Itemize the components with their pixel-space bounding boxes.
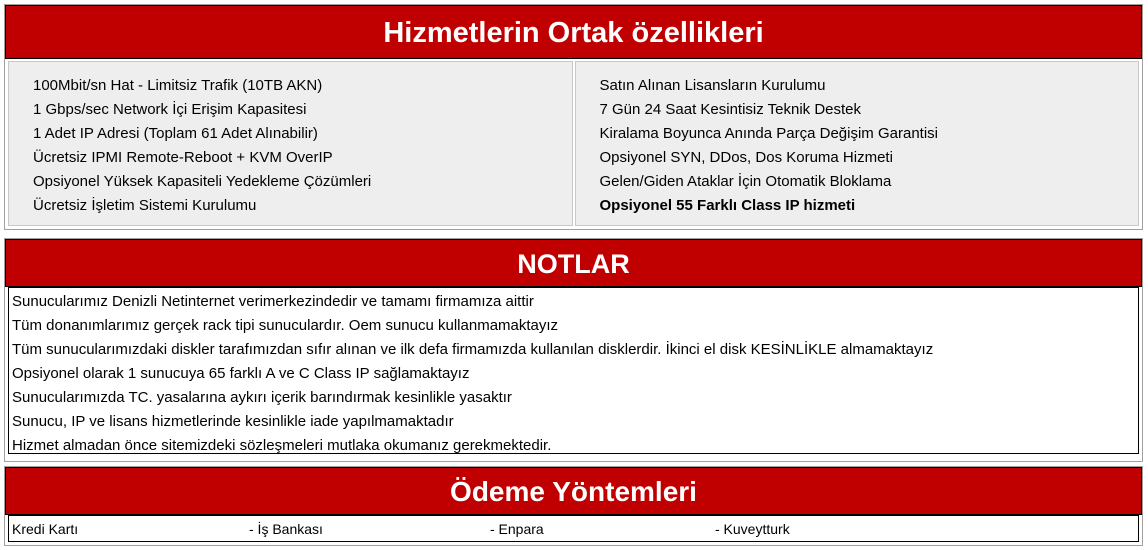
features-left-column bbox=[8, 61, 573, 226]
payment-method-is-bankasi: - İş Bankası bbox=[249, 521, 323, 537]
payment-method-kuveytturk: - Kuveytturk bbox=[715, 521, 790, 537]
note-item: Hizmet almadan önce sitemizdeki sözleşmeleri mutlaka okumanız gerekmektedir. bbox=[12, 437, 552, 454]
feature-item: 100Mbit/sn Hat - Limitsiz Trafik (10TB AKN) bbox=[33, 77, 323, 94]
note-item: Sunucu, IP ve lisans hizmetlerinde kesinlikle iade yapılmamaktadır bbox=[12, 413, 454, 430]
note-item: Sunucularımız Denizli Netinternet verimerkezindedir ve tamamı firmamıza aittir bbox=[12, 293, 534, 310]
payment-section bbox=[4, 466, 1143, 546]
feature-item: Opsiyonel Yüksek Kapasiteli Yedekleme Çözümleri bbox=[33, 173, 372, 190]
feature-item: Ücretsiz IPMI Remote-Reboot + KVM OverIP bbox=[33, 149, 333, 166]
notes-section bbox=[4, 238, 1143, 462]
feature-item: 1 Adet IP Adresi (Toplam 61 Adet Alınabilir) bbox=[33, 125, 318, 142]
notes-list bbox=[8, 287, 1139, 454]
feature-item: 7 Gün 24 Saat Kesintisiz Teknik Destek bbox=[599, 101, 862, 118]
payment-method-enpara: - Enpara bbox=[490, 521, 544, 537]
feature-item: Opsiyonel SYN, DDos, Dos Koruma Hizmeti bbox=[599, 149, 893, 166]
notes-title: NOTLAR bbox=[5, 239, 1142, 287]
note-item: Tüm donanımlarımız gerçek rack tipi sunuculardır. Oem sunucu kullanmamaktayız bbox=[12, 317, 559, 334]
payment-method-credit-card: Kredi Kartı bbox=[12, 521, 79, 537]
features-title: Hizmetlerin Ortak özellikleri bbox=[5, 5, 1142, 59]
features-columns bbox=[5, 59, 1142, 229]
feature-item: 1 Gbps/sec Network İçi Erişim Kapasitesi bbox=[33, 101, 307, 118]
note-item: Sunucularımızda TC. yasalarına aykırı içerik barındırmak kesinlikle yasaktır bbox=[12, 389, 512, 406]
feature-item: Satın Alınan Lisansların Kurulumu bbox=[599, 77, 826, 94]
payment-methods-row bbox=[8, 515, 1139, 542]
notes-body bbox=[5, 287, 1142, 457]
payment-title: Ödeme Yöntemleri bbox=[5, 467, 1142, 515]
feature-item: Kiralama Boyunca Anında Parça Değişim Garantisi bbox=[599, 125, 938, 142]
note-item: Tüm sunucularımızdaki diskler tarafımızdan sıfır alınan ve ilk defa firmamızda kullanılan disklerdir. İkinci el disk KESİNLİKLE almamaktayız bbox=[12, 341, 934, 358]
feature-item-highlight: Opsiyonel 55 Farklı Class IP hizmeti bbox=[599, 197, 856, 214]
feature-item: Gelen/Giden Ataklar İçin Otomatik Bloklama bbox=[599, 173, 892, 190]
note-item: Opsiyonel olarak 1 sunucuya 65 farklı A ve C Class IP sağlamaktayız bbox=[12, 365, 470, 382]
features-right-column bbox=[575, 61, 1140, 226]
features-section bbox=[4, 4, 1143, 230]
feature-item: Ücretsiz İşletim Sistemi Kurulumu bbox=[33, 197, 257, 214]
payment-body bbox=[5, 515, 1142, 545]
